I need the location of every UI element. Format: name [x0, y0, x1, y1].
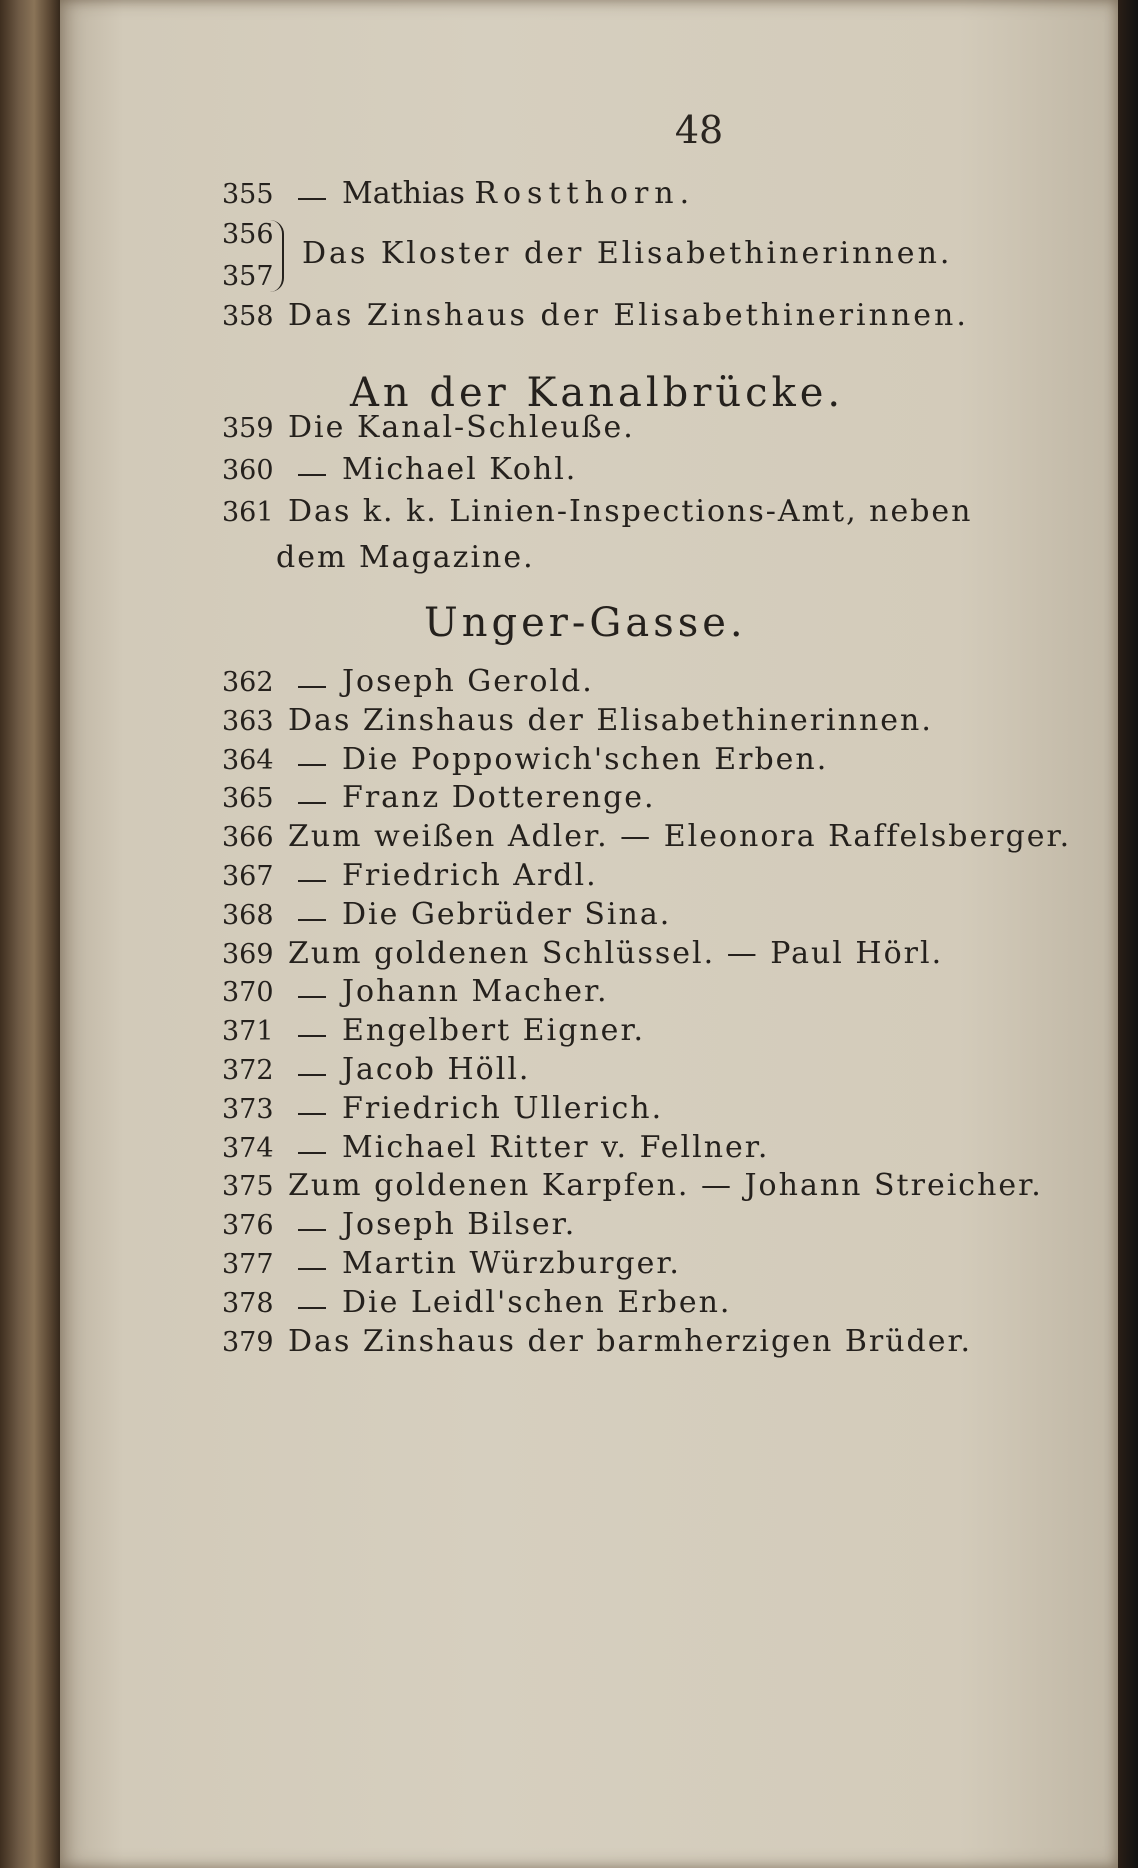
entry-375: [222, 1168, 1043, 1212]
brace-num-356: 356: [222, 219, 274, 250]
entry-text: Johann Macher.: [342, 974, 609, 1010]
entry-text: Friedrich Ardl.: [342, 858, 598, 893]
entry-text: Die Kanal-Schleuße.: [288, 410, 635, 445]
entry-text: Die Poppowich'schen Erben.: [342, 741, 829, 777]
section-heading-kanalbruecke: An der Kanalbrücke.: [350, 370, 845, 416]
entry-363: [222, 703, 933, 747]
brace-glyph: [270, 220, 284, 292]
entry-text: Die Leidl'schen Erben.: [342, 1284, 732, 1320]
entry-376: [222, 1207, 576, 1251]
entry-number: 373: [222, 1093, 274, 1125]
entry-text: Michael Ritter v. Fellner.: [342, 1129, 770, 1165]
entry-text: Zum goldenen Karpfen. — Johann Streicher.: [288, 1168, 1043, 1204]
entry-360: [222, 452, 577, 496]
entry-dash: [298, 458, 326, 476]
entry-number: 366: [222, 822, 274, 854]
entry-373: [222, 1091, 663, 1135]
entry-361-continuation: dem Magazine.: [276, 540, 535, 575]
entry-number: 377: [222, 1249, 274, 1280]
entry-359: [222, 410, 635, 454]
entry-text: Das Zinshaus der barmherzigen Brüder.: [288, 1323, 973, 1359]
book-spine: [0, 0, 62, 1868]
entry-358: 358 Das Zinshaus der Elisabethinerinnen.: [222, 298, 969, 333]
entry-364: [222, 742, 828, 786]
entry-dash: [298, 1097, 326, 1115]
entry-text: Friedrich Ullerich.: [342, 1090, 664, 1126]
entry-370: [222, 974, 609, 1018]
section-heading-unger-gasse: Unger-Gasse.: [424, 600, 747, 646]
entry-378: [222, 1285, 731, 1329]
entry-number: 359: [222, 413, 274, 444]
entry-366: [222, 819, 1071, 863]
entry-number: 375: [222, 1171, 274, 1203]
entry-text: Michael Kohl.: [342, 452, 578, 487]
page-edge: [1118, 0, 1138, 1868]
entry-text: Martin Würzburger.: [342, 1246, 681, 1281]
brace-num-357: 357: [222, 261, 274, 292]
entry-dash: [298, 903, 326, 921]
entry-number: 367: [222, 861, 274, 892]
entry-dash: [298, 980, 326, 998]
entry-dash: [298, 1213, 326, 1231]
entry-355: 355 Mathias Rostthorn.: [222, 176, 696, 211]
entry-text: Zum goldenen Schlüssel. — Paul Hörl.: [288, 935, 944, 971]
entry-362: [222, 664, 594, 708]
brace-entry-text: Das Kloster der Elisabethinerinnen.: [302, 236, 953, 271]
page-number: 48: [674, 108, 724, 152]
entry-number: 378: [222, 1287, 274, 1319]
entry-367: [222, 858, 598, 902]
entry-379: [222, 1324, 972, 1368]
entry-text: Jacob Höll.: [342, 1052, 531, 1087]
entry-374: [222, 1130, 769, 1174]
entry-dash: [298, 786, 326, 804]
entry-number: 362: [222, 667, 274, 698]
entry-text: Joseph Gerold.: [342, 664, 594, 699]
entry-dash: [298, 748, 326, 766]
entry-number: 363: [222, 705, 274, 737]
entry-text: Zum weißen Adler. — Eleonora Raffelsberger.: [288, 819, 1072, 855]
entry-text: Joseph Bilser.: [342, 1207, 577, 1243]
entry-number: 360: [222, 455, 274, 486]
entry-372: [222, 1052, 530, 1096]
entry-dash: [298, 1252, 326, 1270]
entry-365: [222, 780, 656, 824]
entry-dash: [298, 1136, 326, 1154]
entry-369: [222, 936, 943, 980]
entry-text: Das Zinshaus der Elisabethinerinnen.: [288, 702, 933, 738]
entry-number: 361: [222, 497, 274, 528]
entry-368: [222, 897, 671, 941]
entry-number: 369: [222, 938, 274, 970]
entry-number: 374: [222, 1132, 274, 1164]
entry-number: 379: [222, 1326, 274, 1358]
entry-text: Engelbert Eigner.: [342, 1013, 646, 1049]
entry-number: 372: [222, 1055, 274, 1086]
entry-text: Das k. k. Linien-Inspections-Amt, neben: [288, 494, 973, 529]
entry-dash: [298, 670, 326, 688]
entry-371: [222, 1013, 645, 1057]
entry-text: Die Gebrüder Sina.: [342, 896, 672, 932]
entry-dash: [298, 864, 326, 882]
entry-number: 365: [222, 783, 274, 815]
entry-dash: [298, 1019, 326, 1037]
entry-number: 368: [222, 899, 274, 931]
entry-number: 376: [222, 1210, 274, 1242]
entry-361: [222, 494, 973, 538]
entry-dash: [298, 1291, 326, 1309]
entry-number: 370: [222, 977, 274, 1009]
entry-number: 371: [222, 1016, 274, 1048]
entry-377: [222, 1246, 681, 1290]
entry-text: Franz Dotterenge.: [342, 780, 656, 816]
entry-number: 364: [222, 744, 274, 776]
entry-dash: [298, 1058, 326, 1076]
